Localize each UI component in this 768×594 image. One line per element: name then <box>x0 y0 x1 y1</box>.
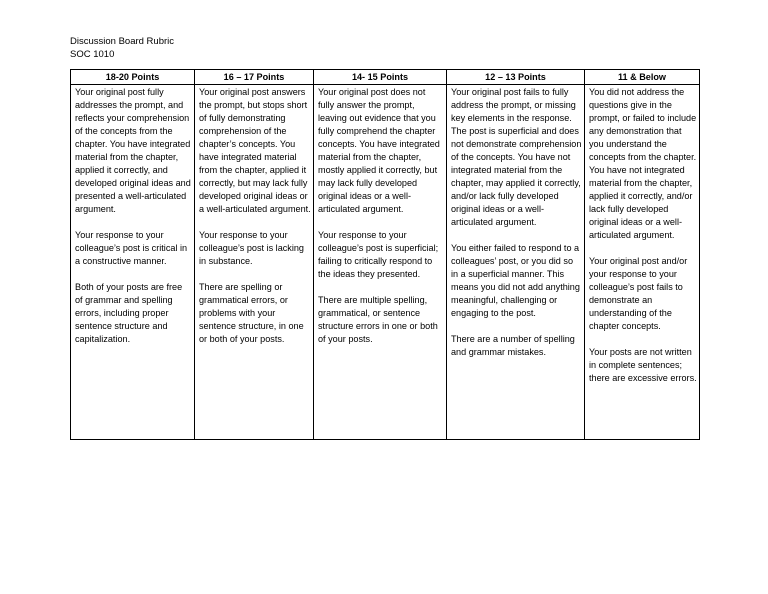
criteria-cell-14-15 <box>314 85 447 440</box>
criteria-original-post: Your original post does not fully answer the prompt, leaving out evidence that you fully comprehend the chapter concepts. You have integrated material from the chapter, mostly applied it correctly, but may lack fully developed original ideas or a well-articulated argument. <box>318 87 440 214</box>
document-title: Discussion Board Rubric <box>70 36 175 47</box>
criteria-cell-16-17 <box>195 85 314 440</box>
document-header <box>70 35 174 61</box>
criteria-response: Your response to your colleague’s post is superficial; failing to critically respond to the ideas they presented. <box>318 230 439 279</box>
criteria-response: Your response to your colleague’s post is lacking in substance. <box>199 230 304 266</box>
criteria-grammar: There are multiple spelling, grammatical, or sentence structure errors in one or both of your posts. <box>318 295 438 344</box>
criteria-original-post: Your original post answers the prompt, but stops short of fully demonstrating comprehension of the chapter’s concepts. You have integrated material from the chapter, applied it correctly, but may lack fully developed original ideas or a well-articulated argument. <box>199 87 311 214</box>
column-heading-12-13: 12 – 13 Points <box>447 70 585 85</box>
column-heading-11-below: 11 & Below <box>585 70 700 85</box>
rubric-table <box>70 69 700 440</box>
column-heading-18-20: 18-20 Points <box>71 70 195 85</box>
criteria-cell-18-20 <box>71 85 195 440</box>
criteria-original-post: Your original post fails to fully address the prompt, or missing key elements in the response. The post is superficial and does not demonstrate comprehension of the concepts. You have not integrated material from the chapter, may applied it correctly, and/or lack fully developed original ideas or a well-articulated argument. <box>451 87 582 227</box>
criteria-response: You either failed to respond to a colleagues’ post, or you did so in a superficial manner. This means you did not add anything meaningful, challenging or engaging to the post. <box>451 243 580 318</box>
course-code: SOC 1010 <box>70 49 115 60</box>
criteria-response: Your response to your colleague’s post is critical in a constructive manner. <box>75 230 188 266</box>
column-heading-16-17: 16 – 17 Points <box>195 70 314 85</box>
criteria-original-post: Your original post fully addresses the prompt, and reflects your comprehension of the concepts from the chapter. You have integrated material from the chapter, applied it correctly, and developed original ideas and presented a well-articulated argument. <box>75 87 191 214</box>
criteria-grammar: There are spelling or grammatical errors, or problems with your sentence structure, in one or both of your posts. <box>199 282 304 344</box>
criteria-grammar: Both of your posts are free of grammar and spelling errors, including proper sentence structure and capitalization. <box>75 282 183 344</box>
criteria-cell-11-below <box>585 85 700 440</box>
criteria-response: Your original post and/or your response to your colleague’s post fails to demonstrate an understanding of the chapter concepts. <box>589 256 688 331</box>
criteria-grammar: There are a number of spelling and grammar mistakes. <box>451 334 575 357</box>
criteria-original-post: You did not address the questions give in the prompt, or failed to include any demonstration that you understand the concepts from the chapter. You have not integrated material from the chapter, applied it correctly, and/or lack fully developed original ideas or a well-articulated argument. <box>589 87 697 240</box>
rubric-header-row <box>71 70 700 85</box>
criteria-cell-12-13 <box>447 85 585 440</box>
column-heading-14-15: 14- 15 Points <box>314 70 447 85</box>
rubric-criteria-row <box>71 85 700 440</box>
criteria-grammar: Your posts are not written in complete sentences; there are excessive errors. <box>589 347 697 383</box>
